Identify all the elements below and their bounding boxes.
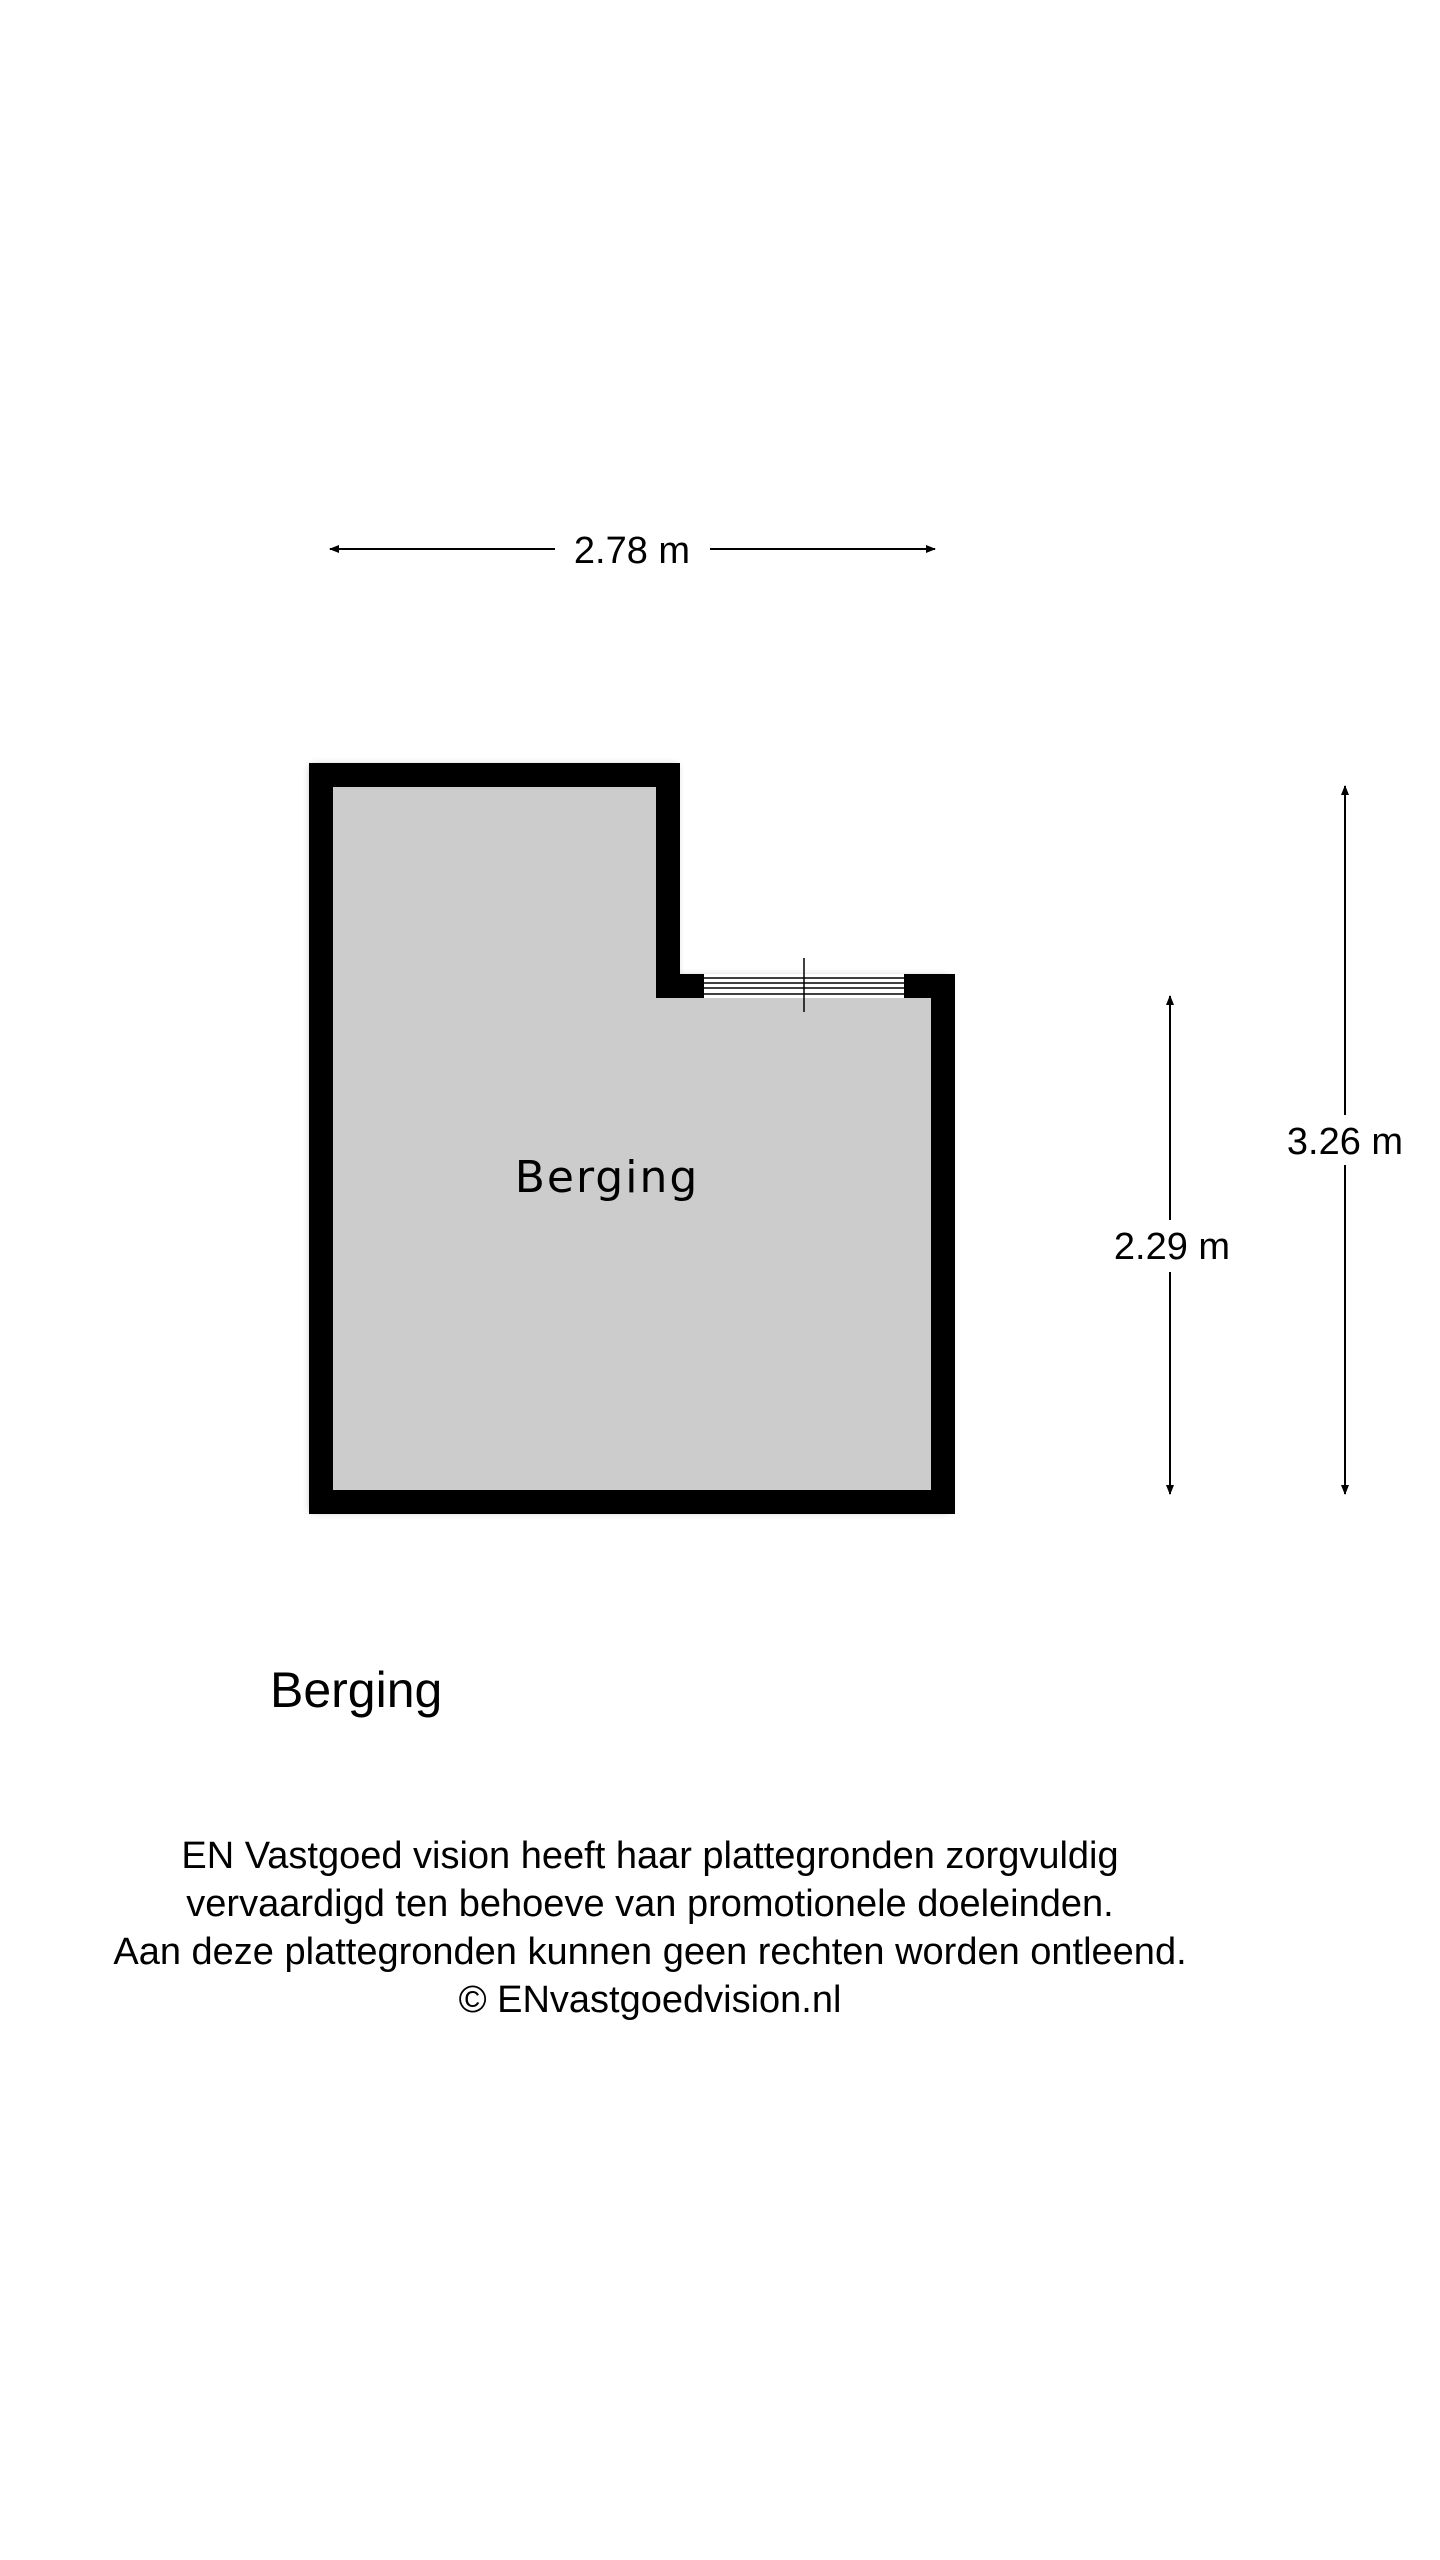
room-label: Berging [514,1152,700,1203]
width-dimension-label: 2.78 m [573,530,691,572]
floor-title: Berging [270,1662,443,1718]
copyright-line: © ENvastgoedvision.nl [458,1979,842,2021]
disclaimer [0,1832,1300,2024]
room-floor [333,787,931,1490]
disclaimer-line: vervaardigd ten behoeve van promotionele doeleinden. [186,1883,1114,1925]
disclaimer-line: Aan deze plattegronden kunnen geen rechten worden ontleend. [113,1931,1187,1973]
height-tall-dimension [1287,786,1403,1494]
height-tall-dimension-label: 3.26 m [1286,1121,1404,1163]
disclaimer-line: EN Vastgoed vision heeft haar plattegronden zorgvuldig [181,1835,1119,1877]
width-dimension [330,530,935,572]
height-short-dimension-label: 2.29 m [1113,1226,1231,1268]
height-short-dimension [1114,996,1230,1494]
